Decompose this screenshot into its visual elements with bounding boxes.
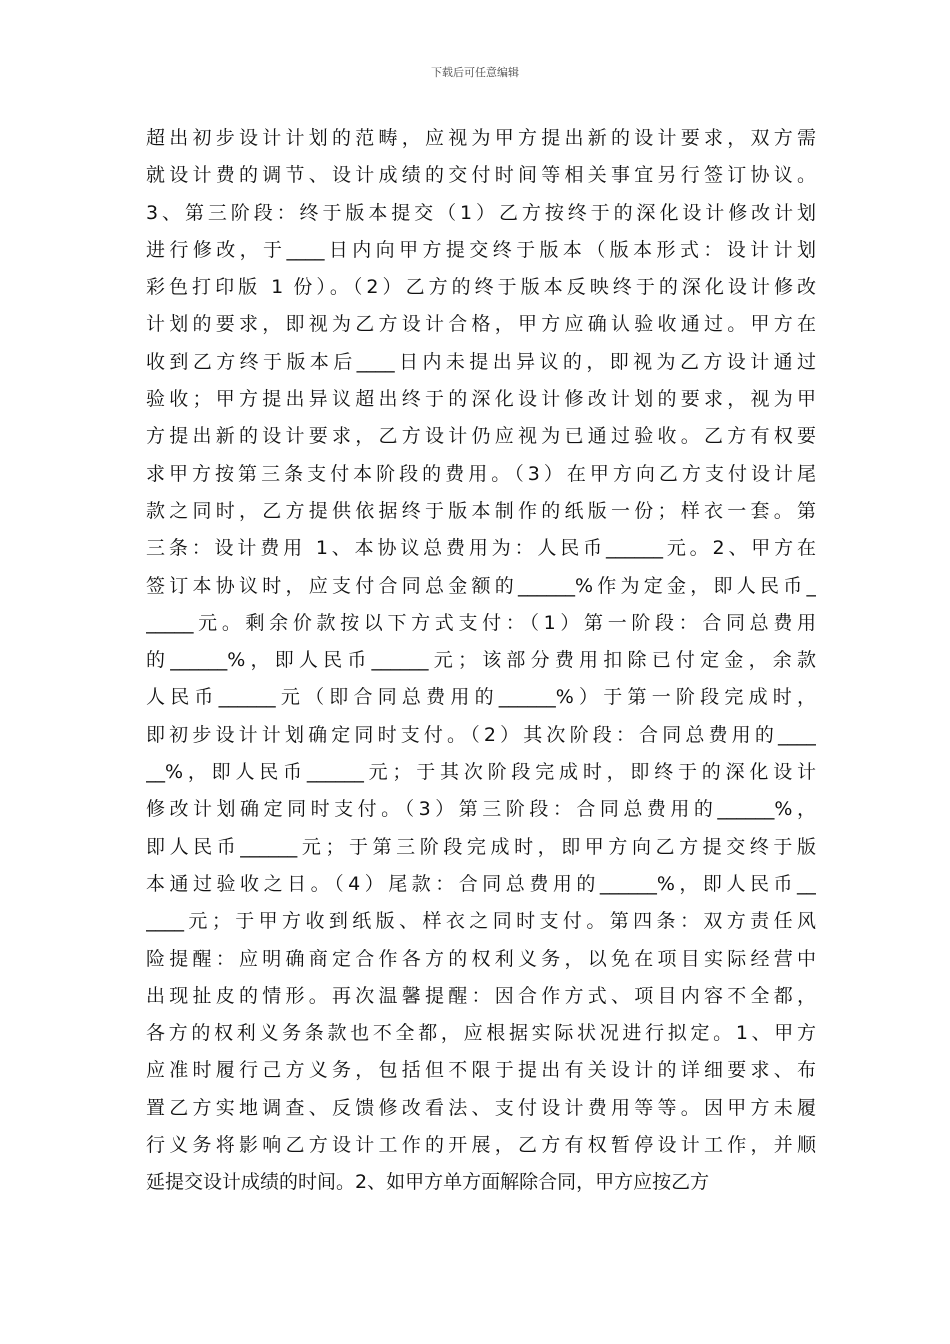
body-line: 出现扯皮的情形。再次温馨提醒：因合作方式、项目内容不全都， bbox=[146, 984, 816, 1007]
body-line: 即人民币______元；于第三阶段完成时，即甲方向乙方提交终于版 bbox=[146, 835, 816, 858]
body-line: 签订本协议时，应支付合同总金额的______%作为定金，即人民币_ bbox=[146, 574, 816, 597]
body-line: 超出初步设计计划的范畴，应视为甲方提出新的设计要求，双方需 bbox=[146, 127, 816, 149]
body-line: 方提出新的设计要求，乙方设计仍应视为已通过验收。乙方有权要 bbox=[146, 425, 816, 448]
body-line: 即初步设计计划确定同时支付。（2）其次阶段：合同总费用的____ bbox=[146, 723, 816, 746]
body-line: 计划的要求，即视为乙方设计合格，甲方应确认验收通过。甲方在 bbox=[146, 313, 816, 336]
body-line: 延提交设计成绩的时间。2、如甲方单方面解除合同，甲方应按乙方 bbox=[146, 1171, 710, 1194]
body-line: _____元。剩余价款按以下方式支付：（1）第一阶段：合同总费用 bbox=[146, 611, 816, 634]
body-line: 各方的权利义务条款也不全都，应根据实际状况进行拟定。1、甲方 bbox=[146, 1022, 816, 1045]
body-line: 本通过验收之日。（4）尾款：合同总费用的______%，即人民币__ bbox=[146, 872, 816, 895]
body-line: 就设计费的调节、设计成绩的交付时间等相关事宜另行签订协议。 bbox=[146, 164, 816, 187]
body-line: 收到乙方终于版本后____日内未提出异议的，即视为乙方设计通过 bbox=[146, 350, 816, 373]
document-body bbox=[146, 120, 816, 1202]
body-line: 险提醒：应明确商定合作各方的权利义务，以免在项目实际经营中 bbox=[146, 947, 816, 970]
body-line: 人民币______元（即合同总费用的______%）于第一阶段完成时， bbox=[146, 686, 816, 709]
body-line: 应准时履行己方义务，包括但不限于提出有关设计的详细要求、布 bbox=[146, 1059, 816, 1082]
body-line: 3、第三阶段：终于版本提交（1）乙方按终于的深化设计修改计划 bbox=[146, 201, 816, 224]
page-header: 下载后可任意编辑 bbox=[431, 66, 519, 79]
body-line: 行义务将影响乙方设计工作的开展，乙方有权暂停设计工作，并顺 bbox=[146, 1134, 816, 1157]
body-line: 置乙方实地调查、反馈修改看法、支付设计费用等等。因甲方未履 bbox=[146, 1096, 816, 1119]
body-line: ____元；于甲方收到纸版、样衣之同时支付。第四条：双方责任风 bbox=[146, 910, 816, 933]
body-line: 款之同时，乙方提供依据终于版本制作的纸版一份；样衣一套。第 bbox=[146, 499, 816, 522]
body-line: 进行修改，于____日内向甲方提交终于版本（版本形式：设计计划 bbox=[146, 238, 816, 261]
body-line: __%，即人民币______元；于其次阶段完成时，即终于的深化设计 bbox=[146, 761, 816, 784]
body-line: 验收；甲方提出异议超出终于的深化设计修改计划的要求，视为甲 bbox=[146, 388, 816, 411]
body-line: 的______%，即人民币______元；该部分费用扣除已付定金，余款 bbox=[146, 649, 816, 672]
body-line: 求甲方按第三条支付本阶段的费用。（3）在甲方向乙方支付设计尾 bbox=[146, 462, 816, 485]
body-line: 彩色打印版 1 份）。（2）乙方的终于版本反映终于的深化设计修改 bbox=[146, 276, 816, 299]
body-line: 三条：设计费用 1、本协议总费用为：人民币______元。2、甲方在 bbox=[146, 537, 816, 560]
body-line: 修改计划确定同时支付。（3）第三阶段：合同总费用的______%， bbox=[146, 798, 816, 821]
